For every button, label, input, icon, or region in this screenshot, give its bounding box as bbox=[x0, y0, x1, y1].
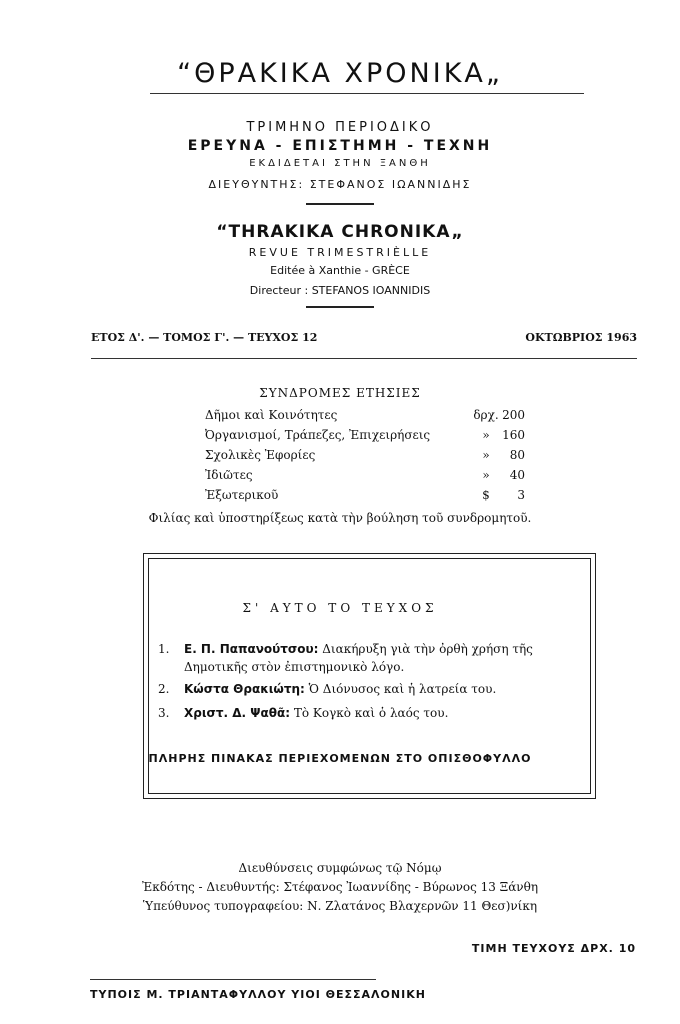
subscription-label: Ὀργανισμοί, Τράπεζες, Ἐπιχειρήσεις bbox=[205, 428, 431, 442]
director-greek: ΔΙΕΥΘΥΝΤΗΣ: ΣΤΕΦΑΝΟΣ ΙΩΑΝΝΙΔΗΣ bbox=[208, 178, 472, 191]
subscription-amount: 160 bbox=[502, 428, 525, 442]
issue-rule bbox=[91, 358, 637, 359]
journal-title-latin: “THRAKIKA CHRONIKA„ bbox=[216, 222, 464, 242]
publication-place-latin: Editée à Xanthie - GRÈCE bbox=[270, 264, 410, 277]
toc-author: Ε. Π. Παπανούτσου: bbox=[184, 642, 319, 656]
contents-heading: Σ' ΑΥΤΟ ΤΟ ΤΕΥΧΟΣ bbox=[242, 601, 438, 615]
toc-number: 1. bbox=[158, 642, 170, 656]
issue-date: ΟΚΤΩΒΡΙΟΣ 1963 bbox=[525, 331, 637, 344]
subscriptions-title: ΣΥΝΔΡΟΜΕΣ ΕΤΗΣΙΕΣ bbox=[259, 386, 421, 400]
subscription-amount: 200 bbox=[502, 408, 525, 422]
subscription-row bbox=[205, 428, 525, 446]
toc-item bbox=[158, 680, 578, 698]
toc-author: Χριστ. Δ. Ψαθᾶ: bbox=[184, 706, 291, 720]
publisher-address: Ἐκδότης - Διευθυντής: Στέφανος Ἰωαννίδης - Βύρωνος 13 Ξάνθη bbox=[141, 880, 539, 894]
subscription-currency: » bbox=[482, 428, 490, 442]
subscription-row bbox=[205, 468, 525, 486]
revue-type: REVUE TRIMESTRIÈLLE bbox=[248, 246, 432, 259]
title-underline bbox=[150, 93, 584, 94]
subscription-currency: $ bbox=[482, 488, 490, 502]
issue-price: ΤΙΜΗ ΤΕΥΧΟΥΣ ΔΡΧ. 10 bbox=[471, 942, 636, 955]
toc-title: Τὸ Κογκὸ καὶ ὁ λαός του. bbox=[293, 706, 449, 720]
publication-place: ΕΚΔΙΔΕΤΑΙ ΣΤΗΝ ΞΑΝΘΗ bbox=[249, 158, 431, 169]
director-latin: Directeur : STEFANOS IOANNIDIS bbox=[249, 284, 431, 297]
subscription-label: Ἰδιῶτες bbox=[205, 468, 253, 482]
section-divider bbox=[306, 203, 374, 205]
toc-title: Διακήρυξη γιὰ τὴν ὀρθὴ χρήση τῆς bbox=[322, 642, 533, 656]
address-heading: Διευθύνσεις συμφώνως τῷ Νόμῳ bbox=[238, 861, 442, 875]
toc-title-continued: Δημοτικῆς στὸν ἐπιστημονικὸ λόγο. bbox=[184, 660, 405, 674]
subscription-currency: » bbox=[482, 448, 490, 462]
subscription-row bbox=[205, 488, 525, 506]
issue-volume: ΕΤΟΣ Δ'. — ΤΟΜΟΣ Γ'. — ΤΕΥΧΟΣ 12 bbox=[91, 331, 318, 344]
subscription-amount: 80 bbox=[509, 448, 525, 462]
subscription-label: Σχολικὲς Ἐφορίες bbox=[205, 448, 316, 462]
printer-imprint: ΤΥΠΟΙΣ Μ. ΤΡΙΑΝΤΑΦΥΛΛΟΥ ΥΙΟΙ ΘΕΣΣΑΛΟΝΙΚΗ bbox=[90, 988, 426, 1001]
toc-title: Ὁ Διόνυσος καὶ ἡ λατρεία του. bbox=[308, 682, 497, 696]
periodical-fields: ΕΡΕΥΝΑ - ΕΠΙΣΤΗΜΗ - ΤΕΧΝΗ bbox=[187, 138, 493, 154]
subscription-currency: » bbox=[482, 468, 490, 482]
printer-rule bbox=[90, 979, 376, 980]
journal-title-greek: “ΘΡΑΚΙΚΑ ΧΡΟΝΙΚΑ„ bbox=[177, 58, 503, 89]
periodical-type: ΤΡΙΜΗΝΟ ΠΕΡΙΟΔΙΚΟ bbox=[246, 120, 434, 135]
toc-number: 3. bbox=[158, 706, 170, 720]
toc-number: 2. bbox=[158, 682, 170, 696]
subscription-amount: 40 bbox=[509, 468, 525, 482]
subscription-label: Δῆμοι καὶ Κοινότητες bbox=[205, 408, 338, 422]
subscriptions-note: Φιλίας καὶ ὑποστηρίξεως κατὰ τὴν βούληση τοῦ συνδρομητοῦ. bbox=[148, 511, 532, 525]
subscription-amount: 3 bbox=[517, 488, 525, 502]
toc-item bbox=[158, 640, 578, 676]
toc-item bbox=[158, 704, 578, 722]
subscription-row bbox=[205, 408, 525, 426]
subscription-row bbox=[205, 448, 525, 466]
section-divider bbox=[306, 306, 374, 308]
toc-author: Κώστα Θρακιώτη: bbox=[184, 682, 305, 696]
contents-footer: ΠΛΗΡΗΣ ΠΙΝΑΚΑΣ ΠΕΡΙΕΧΟΜΕΝΩΝ ΣΤΟ ΟΠΙΣΘΟΦΥΛΛΟ bbox=[148, 752, 532, 765]
subscription-currency: δρχ. bbox=[473, 408, 499, 422]
printer-address: Ὑπεύθυνος τυπογραφείου: Ν. Ζλατάνος Βλαχερνῶν 11 Θεσ)νίκη bbox=[142, 899, 538, 913]
subscription-label: Ἐξωτερικοῦ bbox=[205, 488, 279, 502]
